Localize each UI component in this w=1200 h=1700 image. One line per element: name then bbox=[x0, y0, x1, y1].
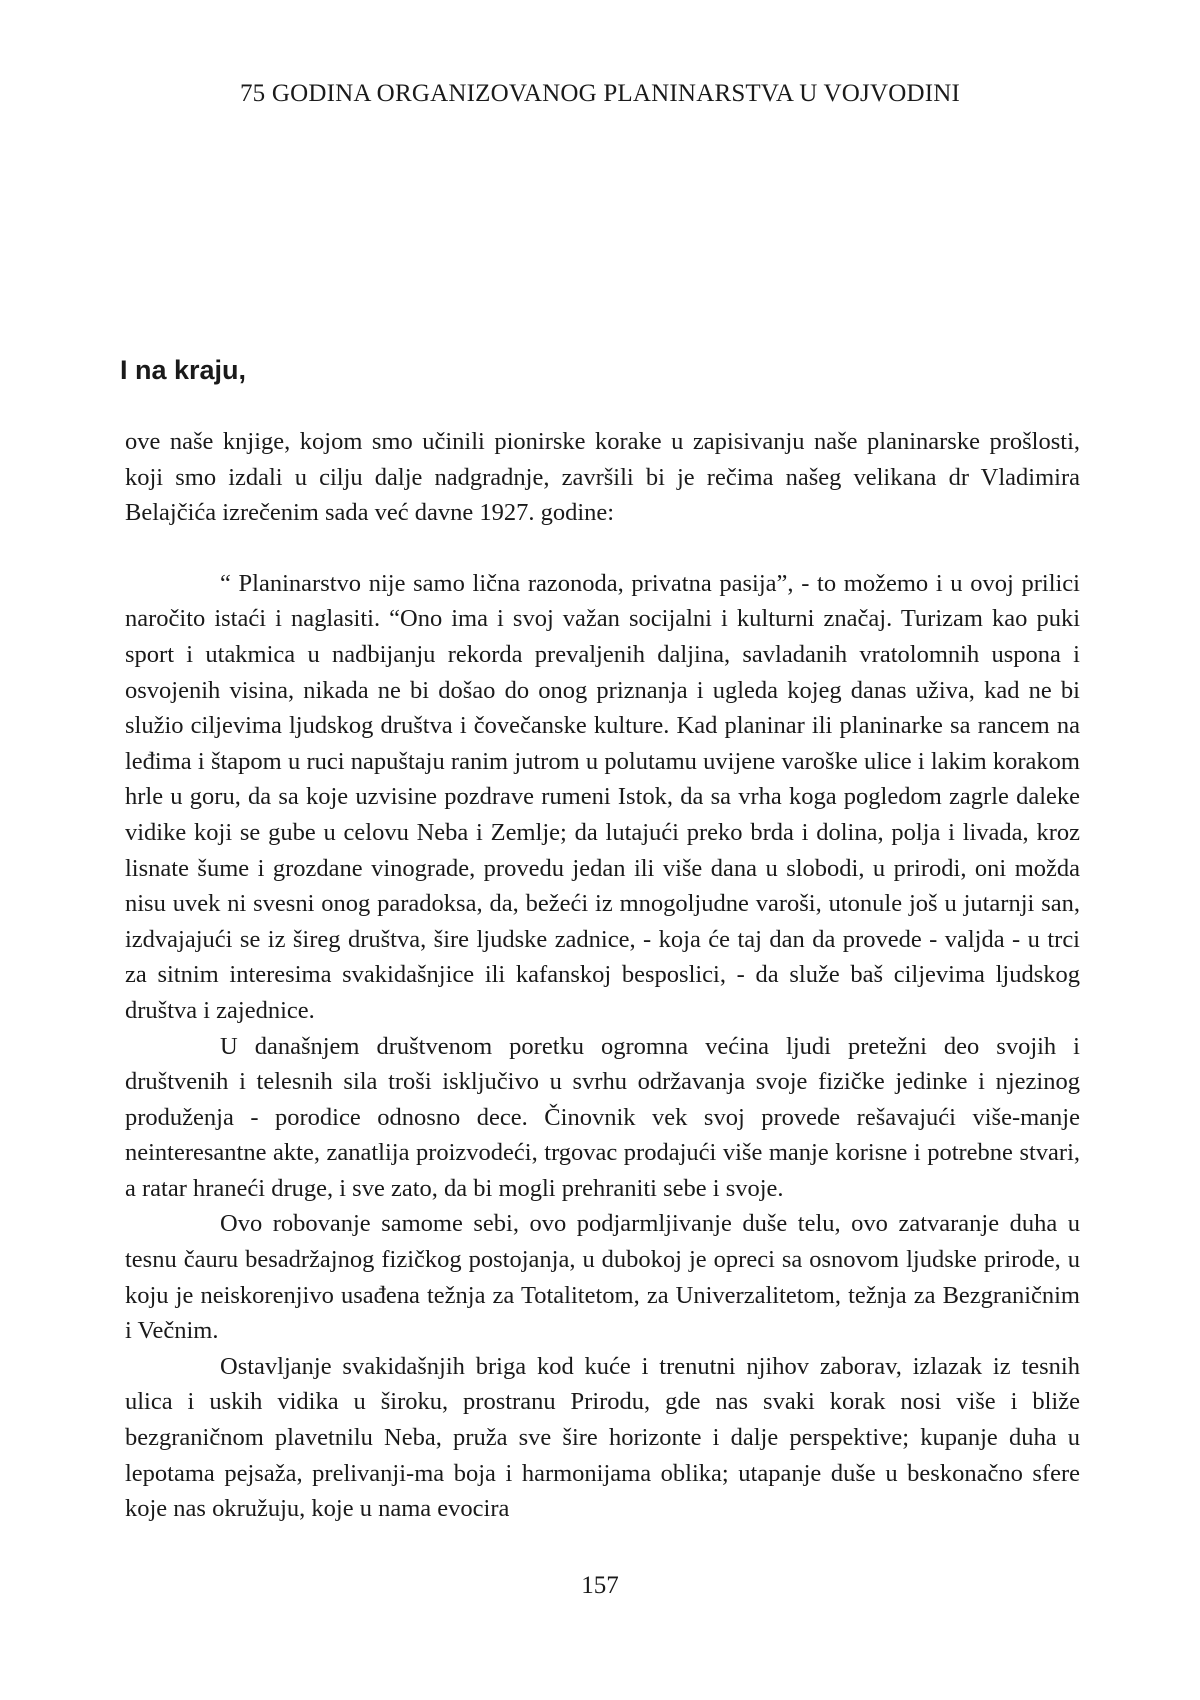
section-heading: I na kraju, bbox=[120, 355, 247, 385]
paragraph: Ostavljanje svakidašnjih briga kod kuće i trenutni njihov zaborav, izlazak iz tesnih ulica i uskih vidika u široku, prostranu Prirodu, gde nas svaki korak nosi više i bliže bezgraničnom plavetnilu Neba, pruža sve šire horizonte i dalje perspektive; kupanje duha u lepotama pejsaža, prelivanji-ma boja i harmonijama oblika; utapanje duše u beskonačno sfere koje nas okružuju, koje u nama evocira bbox=[125, 1352, 1080, 1523]
paragraph: U današnjem društvenom poretku ogromna većina ljudi pretežni deo svojih i društvenih i telesnih sila troši isključivo u svrhu održavanja svoje fizičke jedinke i njezinog produženja - porodice odnosno dece. Činovnik vek svoj provede rešavajući više-manje neinteresantne akte, zanatlija proizvodeći, trgovac prodajući više manje korisne i potrebne stvari, a ratar hraneći druge, i sve zato, da bi mogli prehraniti sebe i svoje. bbox=[125, 1032, 1080, 1202]
page-number: 157 bbox=[581, 1572, 619, 1599]
body-text bbox=[125, 424, 1080, 1527]
paragraph-quote: “ Planinarstvo nije samo lična razonoda, privatna pasija”, - to možemo i u ovoj prilici naročito istaći i naglasiti. “Ono ima i svoj važan socijalni i kulturni značaj. Turizam kao puki sport i utakmica u nadbijanju rekorda prevaljenih daljina, savladanih vratolomnih uspona i osvojenih visina, nikada ne bi došao do onog priznanja i ugleda kojeg danas uživa, kad ne bi služio ciljevima ljudskog društva i čovečanske kulture. Kad planinar ili planinarke sa rancem na leđima i štapom u ruci napuštaju ranim jutrom u polutamu uvijene varoške ulice i lakim korakom hrle u goru, da sa koje uzvisine pozdrave rumeni Istok, da sa vrha koga pogledom zagrle daleke vidike koji se gube u celovu Neba i Zemlje; da lutajući preko brda i dolina, polja i livada, kroz lisnate šume i grozdane vinograde, provedu jedan ili više dana u slobodi, u prirodi, oni možda nisu uvek ni svesni onog paradoksa, da, bežeći iz mnogoljudne varoši, utonule još u jutarnji san, izdvajajući se iz šireg društva, šire ljudske zadnice, - koja će taj dan da provede - valjda - u trci za sitnim interesima svakidašnjice ili kafanskoj besposlici, - da služe baš ciljevima ljudskog društva i zajednice. bbox=[125, 569, 1080, 1024]
paragraph-intro: ove naše knjige, kojom smo učinili pionirske korake u zapisivanju naše planinarske prošlosti, koji smo izdali u cilju dalje nadgradnje, završili bi je rečima našeg velikana dr Vladimira Belajčića izrečenim sada već davne 1927. godine: bbox=[125, 428, 1080, 527]
running-header: 75 GODINA ORGANIZOVANOG PLANINARSTVA U VOJVODINI bbox=[239, 80, 961, 107]
paragraph: Ovo robovanje samome sebi, ovo podjarmljivanje duše telu, ovo zatvaranje duha u tesnu čauru besadržajnog fizičkog postojanja, u dubokoj je opreci sa osnovom ljudske prirode, u koju je neiskorenjivo usađena težnja za Totalitetom, za Univerzalitetom, težnja za Bezgraničnim i Večnim. bbox=[125, 1210, 1080, 1345]
